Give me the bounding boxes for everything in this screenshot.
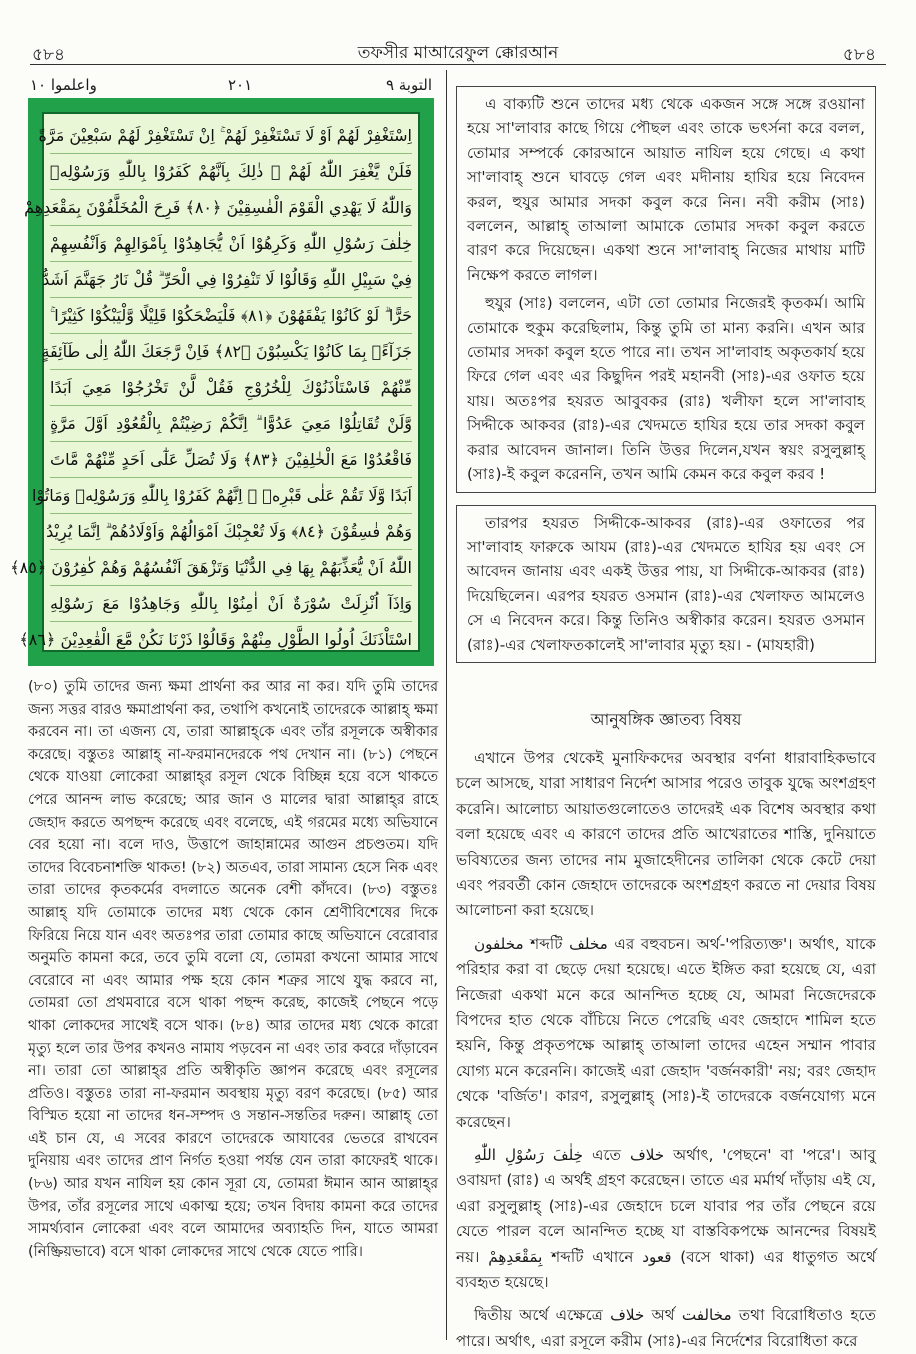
commentary-paragraph: হুযুর (সাঃ) বললেন, এটা তো তোমার নিজেরই কৃতকর্ম। আমি তোমাকে হুকুম করেছিলাম, কিন্তু তুমি তা মান্য করনি। এখন আর তোমার সদকা কবুল হতে পারে না। তখন সা'লাবাহ অকৃতকার্য হয়ে ফিরে গেল এবং এর কিছুদিন পরই মহানবী (সাঃ)-এর ওফাত হয়ে যায়। অতঃপর হযরত আবুবকর (রাঃ) খলীফা হলে সা'লাবাহ সিদ্দীকে আকবর (রাঃ)-এর খেদমতে হাযির হয়ে তার সদকা কবুল করার আবেদন জানাল। তিনি উত্তর দিলেন,যখন স্বয়ং রসুলুল্লাহ্ (সাঃ)-ই কবুল করেননি, তখন আমি কেমন করে কবুল করব ! (467, 294, 865, 484)
quran-line: اِسْتَغْفِرْ لَهُمْ اَوْ لَا تَسْتَغْفِرْ لَهُمْ ۚ اِنْ تَسْتَغْفِرْ لَهُمْ سَبْعِيْنَ مَرَّةً (50, 118, 412, 154)
quran-line: اَبَدًا وَّلَا تَقُمْ عَلٰى قَبْرِهٖ ۗ اِنَّهُمْ كَفَرُوْا بِاللّٰهِ وَرَسُوْلِهٖ وَمَاتُوْا (50, 478, 412, 514)
quran-line: فِيْ سَبِيْلِ اللّٰهِ وَقَالُوْا لَا تَنْفِرُوْا فِي الْحَرِّ ۗ قُلْ نَارُ جَهَنَّمَ اَشَدُّ (50, 262, 412, 298)
body-paragraph: এখানে উপর থেকেই মুনাফিকদের অবস্থার বর্ণনা ধারাবাহিকভাবে চলে আসছে, যারা সাধারণ নির্দেশ আসার পরেও তাবুক যুদ্ধে অংশগ্রহণ করেনি। আলোচ্য আয়াতগুলোতেও তাদেরই এক বিশেষ অবস্থার কথা বলা হয়েছে এবং এ কারণে তাদের প্রতি আখেরাতের শাস্তি, দুনিয়াতে ভবিষ্যতের জন্য তাদের নাম মুজাহেদীনের তালিকা থেকে কেটে দেয়া এবং পরবর্তী কোন জেহাদে তাদেরকে অংশগ্রহণ করতে না দেয়ার বিষয় আলোচনা করা হয়েছে। (456, 748, 876, 920)
quran-line: خِلٰفَ رَسُوْلِ اللّٰهِ وَكَرِهُوْا اَنْ يُّجَاهِدُوْا بِاَمْوَالِهِمْ وَاَنْفُسِهِمْ (50, 226, 412, 262)
page-number-right: ৫৮৪ (842, 45, 876, 65)
body-paragraph: দ্বিতীয় অর্থে এক্ষেত্রে خلاف অর্থ مخالفت তথা বিরোধিতাও হতে পারে। অর্থাৎ, এরা রসূলে করীম (সাঃ)-এর নির্দেশের বিরোধিতা করে (456, 1306, 876, 1350)
right-column (456, 86, 876, 1354)
quran-line: فَلَنْ يَّغْفِرَ اللّٰهُ لَهُمْ ۚ ذٰلِكَ بِاَنَّهُمْ كَفَرُوْا بِاللّٰهِ وَرَسُوْلِهٖ (50, 154, 412, 190)
quran-line: جَزَآءًۢ بِمَا كَانُوْا يَكْسِبُوْنَ ﴿٨٢﴾ فَاِنْ رَّجَعَكَ اللّٰهُ اِلٰى طَآئِفَةٍ (50, 334, 412, 370)
surah-label: التوبة ٩ (385, 76, 432, 94)
quran-line: وَاللّٰهُ لَا يَهْدِي الْقَوْمَ الْفٰسِقِيْنَ ﴿٨٠﴾ فَرِحَ الْمُخَلَّفُوْنَ بِمَقْعَدِهِمْ (50, 190, 412, 226)
header-rule (30, 64, 886, 65)
left-column (10, 72, 438, 1342)
quran-line: حَرًّا ۗ لَوْ كَانُوْا يَفْقَهُوْنَ ﴿٨١﴾ فَلْيَضْحَكُوْا قَلِيْلًا وَّلْيَبْكُوْا كَثِيْرًا ۚ (50, 298, 412, 334)
ayah-page-number: ٢٠١ (228, 76, 253, 94)
quran-line: وَّلَنْ تُقَاتِلُوْا مَعِيَ عَدُوًّا ۗ اِنَّكُمْ رَضِيْتُمْ بِالْقُعُوْدِ اَوَّلَ مَرَّةٍ (50, 406, 412, 442)
quran-line: مِّنْهُمْ فَاسْتَاْذَنُوْكَ لِلْخُرُوْجِ فَقُلْ لَّنْ تَخْرُجُوْا مَعِيَ اَبَدًا (50, 370, 412, 406)
quran-text-panel (10, 98, 434, 666)
body-paragraph: خِلٰفَ رَسُوْلِ اللّٰهِ এতে خلاف অর্থাৎ, 'পেছনে' বা 'পরে'। আবু ওবায়দা (রাঃ) এ অর্থই গ্রহণ করেছেন। তাতে এর মর্মার্থ দাঁড়ায় এই যে, এরা রসুলুল্লাহ্ (সাঃ)-এর জেহাদে চলে যাবার পর তাঁর পেছনে রয়ে যেতে পারল বলে আনন্দিত হচ্ছে যা বাস্তবিকপক্ষে আনন্দের বিষয়ই নয়। بِمَقْعَدِهِمْ শব্দটি এখানে قعود (বসে থাকা) এর ধাতুগত অর্থে ব্যবহৃত হয়েছে। (456, 1146, 876, 1292)
quran-text-frame (10, 112, 420, 652)
quran-header (28, 72, 438, 96)
commentary-paragraph: তারপর হযরত সিদ্দীকে-আকবর (রাঃ)-এর ওফাতের পর সা'লাবাহ ফারুকে আযম (রাঃ)-এর খেদমতে হাযির হয় এবং সে আবেদন জানায় এবং একই উত্তর পায়, যা সিদ্দীকে-আকবর (রাঃ) দিয়েছিলেন। এরপর হযরত ওসমান (রাঃ)-এর খেলাফত আমলেও সে এ নিবেদন করে। কিন্তু তিনিও অস্বীকার করেন। হযরত ওসমান (রাঃ)-এর খেলাফতকালেই সা'লাবার মৃত্যু হয়। - (মাযহারী) (467, 513, 865, 654)
quran-line: اللّٰهُ اَنْ يُّعَذِّبَهُمْ بِهَا فِي الدُّنْيَا وَتَزْهَقَ اَنْفُسُهُمْ وَهُمْ كٰفِرُوْنَ ﴿٨٥﴾ (50, 550, 412, 586)
bengali-translation: (৮০) তুমি তাদের জন্য ক্ষমা প্রার্থনা কর আর না কর। যদি তুমি তাদের জন্য সত্তর বারও ক্ষমাপ্রার্থনা কর, তথাপি কখনোই তাদেরকে আল্লাহ্ ক্ষমা করবেন না। তা এজন্য যে, তারা আল্লাহ্‌কে এবং তাঁর রসূলকে অস্বীকার করেছে। বস্তুতঃ আল্লাহ্ না-ফরমানদেরকে পথ দেখান না। (৮১) পেছনে থেকে যাওয়া লোকেরা আল্লাহ্‌র রসূল থেকে বিচ্ছিন্ন হয়ে বসে থাকতে পেরে আনন্দ লাভ করেছে; আর জান ও মালের দ্বারা আল্লাহ্‌র রাহে জেহাদ করতে অপছন্দ করেছে এবং বলেছে, এই গরমের মধ্যে অভিযানে বের হয়ো না। বলে দাও, উত্তাপে জাহান্নামের আগুন প্রচণ্ডতম। যদি তাদের বিবেচনাশক্তি থাকত! (৮২) অতএব, তারা সামান্য হেসে নিক এবং তারা তাদের কৃতকর্মের বদলাতে অনেক বেশী কাঁদবে। (৮৩) বস্তুতঃ আল্লাহ্ যদি তোমাকে তাদের মধ্য থেকে কোন শ্রেণীবিশেষের দিকে ফিরিয়ে নিয়ে যান এবং অতঃপর তারা তোমার কাছে অভিযানে বেরোবার অনুমতি কামনা করে, তবে তুমি বলো যে, তোমরা কখনো আমার সাথে বেরোবে না এবং আমার পক্ষ হয়ে কোন শত্রুর সাথে যুদ্ধ করবে না, তোমরা তো প্রথমবারে বসে থাকা পছন্দ করেছ, কাজেই পেছনে পড়ে থাকা লোকদের সাথেই বসে থাক। (৮৪) আর তাদের মধ্য থেকে কারো মৃত্যু হলে তার উপর কখনও নামায পড়বেন না এবং তার কবরে দাঁড়াবেন না। তারা তো আল্লাহ্‌র প্রতি অস্বীকৃতি জ্ঞাপন করেছে এবং রসূলের প্রতিও। বস্তুতঃ তারা না-ফরমান অবস্থায় মৃত্যু বরণ করেছে। (৮৫) আর বিস্মিত হয়ো না তাদের ধন-সম্পদ ও সন্তান-সন্ততির দরুন। আল্লাহ্ তো এই চান যে, এ সবের কারণে তাদেরকে আযাবের ভেতরে রাখবেন দুনিয়ায় এবং তাদের প্রাণ নির্গত হওয়া পর্যন্ত যেন তারা কাফেরই থাকে। (৮৬) আর যখন নাযিল হয় কোন সূরা যে, তোমরা ঈমান আন আল্লাহ্‌র উপর, তাঁর রসূলের সাথে একাত্ম হয়ে; তখন বিদায় কামনা করে তাদের সামর্থ্যবান লোকেরা এবং বলে আমাদের অব্যাহতি দিন, যাতে আমরা (নিষ্ক্রিয়ভাবে) বসে থাকা লোকদের সাথে থেকে যেতে পারি। (28, 679, 438, 1260)
page-number-left: ৫৮৪ (32, 45, 66, 65)
commentary-box (456, 505, 876, 663)
commentary-paragraph: এ বাক্যটি শুনে তাদের মধ্য থেকে একজন সঙ্গে সঙ্গে রওয়ানা হয়ে সা'লাবার কাছে গিয়ে পৌছল এবং তাকে ভৎর্সনা করে বলল, তোমার সম্পর্কে কোরআনে আয়াত নাযিল হয়ে গেছে। এ কথা সা'লাবাহ্ শুনে ঘাবড়ে গেল এবং মদীনায় হাযির হয়ে নিবেদন করল, হুযুর আমার সদকা কবুল করে নিন। নবী করীম (সাঃ) বললেন, আল্লাহ্ তাআলা আমাকে তোমার সদকা কবুল করতে বারণ করে দিয়েছেন। একথা শুনে সা'লাবাহ্ নিজের মাথায় মাটি নিক্ষেপ করতে লাগল। (467, 95, 865, 284)
quran-line: وَهُمْ فٰسِقُوْنَ ﴿٨٤﴾ وَلَا تُعْجِبْكَ اَمْوَالُهُمْ وَاَوْلَادُهُمْ ۗ اِنَّمَا يُرِيْدُ (50, 514, 412, 550)
section-body (456, 746, 876, 1354)
column-divider (446, 70, 447, 1340)
page-header (0, 0, 916, 70)
body-paragraph: مخلفون শব্দটি مخلف এর বহুবচন। অর্থ-'পরিত্যক্ত'। অর্থাৎ, যাকে পরিহার করা বা ছেড়ে দেয়া হয়েছে। এতে ইঙ্গিত করা হয়েছে যে, এরা নিজেরা একথা মনে করে আনন্দিত হচ্ছে যে, আমরা নিজেদেরকে বিপদের হাত থেকে বাঁচিয়ে নিতে পেরেছি এবং জেহাদে শামিল হতে হয়নি, কিন্তু প্রকৃতপক্ষে আল্লাহ্ তাআলা তাদের এহেন সম্মান পাবার যোগ্য মনে করেননি। কাজেই এরা জেহাদ 'বর্জনকারী' নয়; বরং জেহাদ থেকে 'বর্জিত'। কারণ, রসুলুল্লাহ্ (সাঃ)-ই তাদেরকে বর্জনযোগ্য মনে করেছেন। (456, 934, 876, 1131)
quran-line: فَاقْعُدُوْا مَعَ الْخٰلِفِيْنَ ﴿٨٣﴾ وَلَا تُصَلِّ عَلٰٓى اَحَدٍ مِّنْهُمْ مَّاتَ (50, 442, 412, 478)
section-heading: আনুষঙ্গিক জ্ঞাতব্য বিষয় (590, 709, 742, 729)
quran-line: وَاِذَآ اُنْزِلَتْ سُوْرَةٌ اَنْ اٰمِنُوْا بِاللّٰهِ وَجَاهِدُوْا مَعَ رَسُوْلِهِ (50, 586, 412, 622)
juz-label: واعلموا ١٠ (30, 76, 97, 94)
quran-line: اسْتَاْذَنَكَ اُولُوا الطَّوْلِ مِنْهُمْ وَقَالُوْا ذَرْنَا نَكُنْ مَّعَ الْقٰعِدِيْنَ ﴿٨٦﴾ (19, 630, 412, 649)
book-title: তফসীর মাআরেফুল ক্কোরআন (357, 43, 559, 63)
commentary-box (456, 86, 876, 493)
